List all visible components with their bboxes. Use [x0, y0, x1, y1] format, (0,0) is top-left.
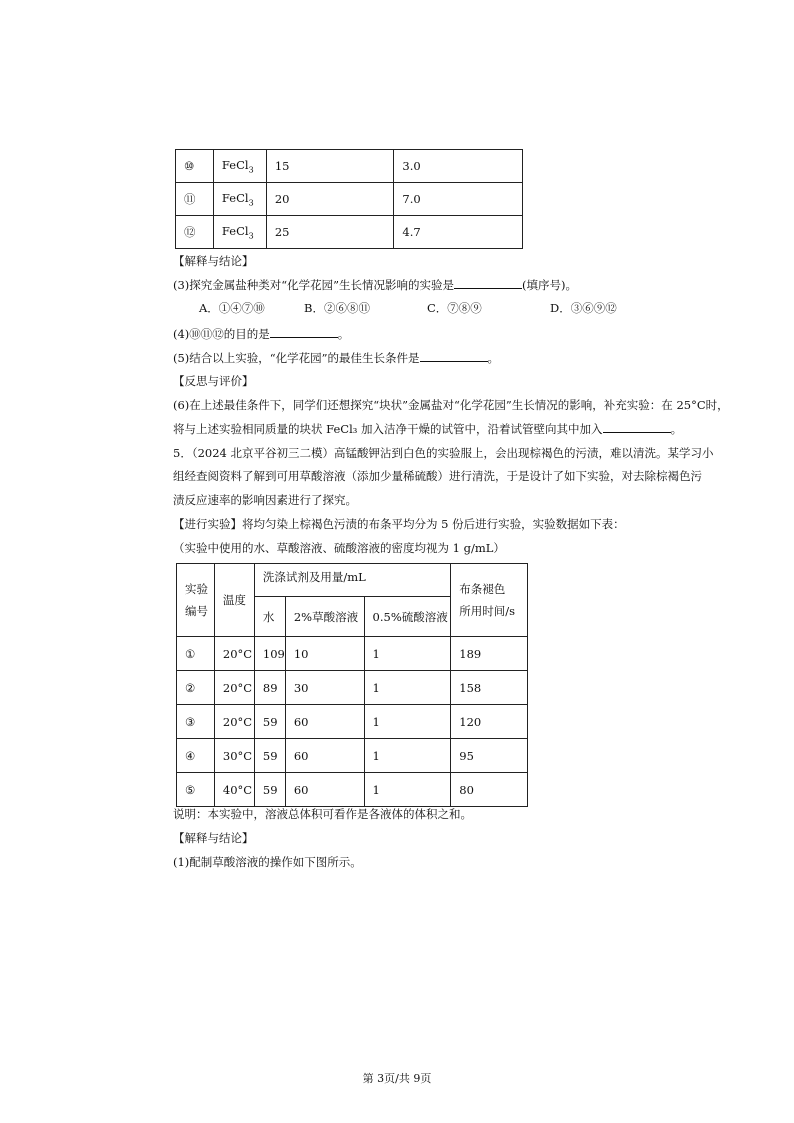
cell-temp: 40°C [214, 773, 254, 807]
cell-col3: 15 [266, 150, 394, 183]
cell-temp: 20°C [214, 705, 254, 739]
table-row [177, 705, 528, 739]
header-oxalic: 2%草酸溶液 [285, 597, 364, 637]
question-3-text: (3)探究金属盐种类对“化学花园”生长情况影响的实验是 [173, 278, 455, 292]
question-6-line-1: (6)在上述最佳条件下，同学们还想探究“块状”金属盐对“化学花园”生长情况的影响，补充实验：在 25°C时， [173, 398, 729, 412]
question-6-text: 将与上述实验相同质量的块状 FeCl₃ 加入洁净干燥的试管中，沿着试管壁向其中加入 [173, 422, 603, 436]
top-data-table [175, 149, 523, 249]
table-row [177, 637, 528, 671]
cell-oxalic: 60 [285, 739, 364, 773]
cell-salt: FeCl$_3$ [213, 150, 266, 183]
question-3 [173, 276, 577, 293]
answer-blank-6[interactable] [603, 420, 671, 433]
option-a: A．①④⑦⑩ [199, 301, 265, 315]
header-fade-time: 布条褪色 所用时间/s [451, 564, 528, 637]
cell-temp: 20°C [214, 637, 254, 671]
section-heading-conclusion-2: 【解释与结论】 [173, 831, 254, 845]
experiment-table [176, 563, 528, 807]
cell-col4: 3.0 [394, 150, 523, 183]
cell-id: ② [177, 671, 215, 705]
cell-water: 59 [254, 739, 285, 773]
experiment-heading: 【进行实验】将均匀染上棕褐色污渍的布条平均分为 5 份后进行实验，实验数据如下表： [173, 517, 625, 531]
problem-5-line-2: 组经查阅资料了解到可用草酸溶液（添加少量稀硫酸）进行清洗，于是设计了如下实验，对去除棕褐色污 [173, 469, 702, 483]
cell-water: 109 [254, 637, 285, 671]
question-3-tail: (填序号)。 [522, 278, 578, 292]
cell-oxalic: 30 [285, 671, 364, 705]
header-temperature: 温度 [214, 564, 254, 637]
cell-salt: FeCl$_3$ [213, 216, 266, 249]
volume-note: 说明：本实验中，溶液总体积可看作是各液体的体积之和。 [173, 807, 472, 821]
cell-id: ① [177, 637, 215, 671]
cell-water: 59 [254, 705, 285, 739]
question-6-tail: 。 [670, 422, 683, 436]
cell-time: 158 [451, 671, 528, 705]
cell-id: ③ [177, 705, 215, 739]
question-4-text: (4)⑩⑪⑫的目的是 [173, 327, 270, 341]
cell-id: ⑤ [177, 773, 215, 807]
question-5 [173, 349, 499, 366]
cell-sulfuric: 1 [364, 773, 451, 807]
cell-oxalic: 60 [285, 773, 364, 807]
header-sulfuric: 0.5%硫酸溶液 [364, 597, 451, 637]
question-5-text: (5)结合以上实验，“化学花园”的最佳生长条件是 [173, 351, 420, 365]
cell-col4: 4.7 [394, 216, 523, 249]
cell-time: 80 [451, 773, 528, 807]
cell-id: ⑩ [176, 150, 214, 183]
table-row [176, 150, 523, 183]
question-4 [173, 325, 349, 342]
density-note: （实验中使用的水、草酸溶液、硫酸溶液的密度均视为 1 g/mL） [173, 541, 505, 555]
question-4-tail: 。 [337, 327, 350, 341]
table-row [177, 739, 528, 773]
option-d: D．③⑥⑨⑫ [550, 301, 617, 315]
cell-sulfuric: 1 [364, 705, 451, 739]
header-water: 水 [254, 597, 285, 637]
table-row [177, 773, 528, 807]
cell-id: ④ [177, 739, 215, 773]
question-5-tail: 。 [487, 351, 500, 365]
cell-col3: 20 [266, 183, 394, 216]
cell-id: ⑫ [176, 216, 214, 249]
problem-5-line-1: 5．（2024 北京平谷初三二模）高锰酸钾沾到白色的实验服上，会出现棕褐色的污渍，难以清洗。某学习小 [173, 446, 714, 460]
option-c: C．⑦⑧⑨ [427, 301, 482, 315]
page-footer: 第 3页/共 9页 [362, 1072, 432, 1085]
section-heading-reflection: 【反思与评价】 [173, 374, 254, 388]
cell-time: 120 [451, 705, 528, 739]
answer-blank-3[interactable] [454, 276, 522, 289]
option-b: B．②⑥⑧⑪ [304, 301, 370, 315]
problem-5-line-3: 渍反应速率的影响因素进行了探究。 [173, 493, 357, 507]
cell-oxalic: 60 [285, 705, 364, 739]
cell-oxalic: 10 [285, 637, 364, 671]
section-heading-conclusion: 【解释与结论】 [173, 254, 254, 268]
header-experiment-id: 实验 编号 [177, 564, 215, 637]
cell-id: ⑪ [176, 183, 214, 216]
cell-water: 89 [254, 671, 285, 705]
cell-sulfuric: 1 [364, 739, 451, 773]
table-row [177, 671, 528, 705]
table-row [176, 183, 523, 216]
cell-col4: 7.0 [394, 183, 523, 216]
table-row [176, 216, 523, 249]
header-reagent: 洗涤试剂及用量/mL [254, 564, 450, 597]
cell-sulfuric: 1 [364, 671, 451, 705]
cell-temp: 20°C [214, 671, 254, 705]
cell-water: 59 [254, 773, 285, 807]
cell-col3: 25 [266, 216, 394, 249]
answer-blank-4[interactable] [270, 325, 338, 338]
cell-sulfuric: 1 [364, 637, 451, 671]
question-6-line-2 [173, 420, 682, 437]
cell-time: 189 [451, 637, 528, 671]
cell-time: 95 [451, 739, 528, 773]
cell-salt: FeCl$_3$ [213, 183, 266, 216]
question-1: (1)配制草酸溶液的操作如下图所示。 [173, 855, 362, 869]
answer-blank-5[interactable] [420, 349, 488, 362]
cell-temp: 30°C [214, 739, 254, 773]
